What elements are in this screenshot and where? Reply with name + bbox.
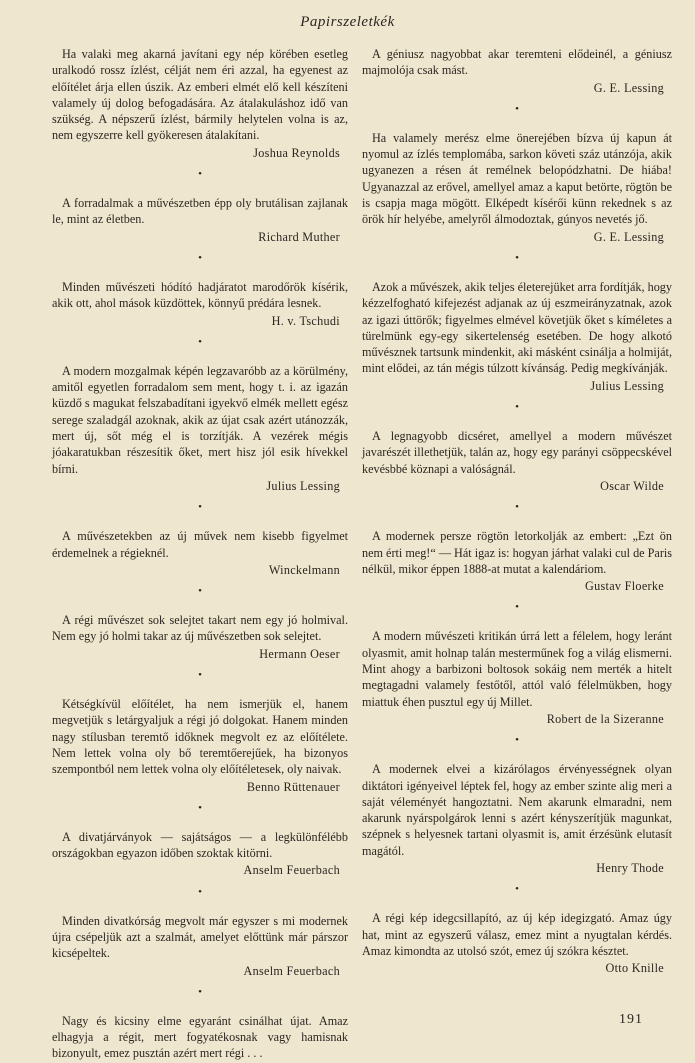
quote-author: Hermann Oeser bbox=[259, 646, 340, 661]
quote-block bbox=[362, 279, 672, 394]
separator-dot: • bbox=[515, 501, 519, 514]
quote-author: Julius Lessing bbox=[590, 378, 664, 393]
quote-block bbox=[52, 696, 348, 795]
quote-author: Anselm Feuerbach bbox=[243, 963, 340, 978]
separator-dot: • bbox=[198, 585, 202, 598]
quote-block bbox=[52, 528, 348, 578]
quote-text: Minden divatkórság megvolt már egyszer s mi modernek újra csépeljük azt a szalmát, amelyet előttünk már párszor kicsépeltek. bbox=[52, 913, 348, 961]
quote-block bbox=[52, 913, 348, 979]
quote-author: G. E. Lessing bbox=[593, 80, 664, 95]
quote-block bbox=[52, 1013, 348, 1062]
quote-author: Winckelmann bbox=[268, 562, 340, 577]
separator-dot: • bbox=[515, 401, 519, 414]
quote-text: A régi kép idegcsillapító, az új kép idegizgató. Amaz úgy hat, mint az egyszerű válasz, emez mint a nyugtalan kérdés. Amaz kimondta az utolsó szót, emez új szókra késztet. bbox=[362, 911, 672, 958]
right-column bbox=[362, 46, 672, 976]
quote-text: A modern mozgalmak képén legzavaróbb az a körülmény, amitől egyetlen forradalom sem ment, hogy t. i. az igazán küzdő s magukat felszabadítani igyekvő elmék mellett egész serege szaladgál azoknak, akik az újat csak azért utánozzák, mert új, sőt még el is torzítják. A vezérek mégis jóakaratukban részesítik őket, mert hisz jól esik hívekkel bírni. bbox=[52, 363, 348, 476]
quote-text: Ha valaki meg akarná javítani egy nép körében esetleg uralkodó rossz ízlést, célját nem éri azzal, ha egyenest az előítélet árja ellen úszik. Az emberi elmét elő kell készíteni valamely új dolog befogadására. Az átalakuláshoz idő van szükség. A népszerű ízlést, bármily helytelen volna is az, nem egyszerre kell gyökeresen átalakítani. bbox=[52, 47, 348, 143]
quote-author: Henry Thode bbox=[596, 860, 664, 875]
separator-dot: • bbox=[515, 251, 519, 264]
running-header: Papirszeletkék bbox=[300, 14, 395, 30]
separator-dot: • bbox=[515, 734, 519, 747]
quote-text: Azok a művészek, akik teljes életerejüket arra fordítják, hogy kézzelfogható kifejezést adjanak az új eszmeirányzatnak, azok az igazi úttörők; figyelmes elmével követjük őket s kíméletes a türelmünk egy-egy sikertelenség esetében. De hogy alkotó művésznek tartsunk mindenkit, aki másként csinálja a holmiját, mint elődei, az tán mégis túlzott kívánság. Pedig megkívánják. bbox=[362, 279, 672, 376]
quote-block bbox=[52, 195, 348, 245]
quote-block bbox=[362, 428, 672, 494]
separator-dot: • bbox=[198, 801, 202, 814]
quote-text: Nagy és kicsiny elme egyaránt csinálhat újat. Amaz elhagyja a régit, mert fogyatékosnak vagy hamisnak bizonyult, emez pusztán azért mert régi . . . bbox=[52, 1013, 348, 1061]
quote-text: A divatjárványok — sajátságos — a legkülönfélébb országokban egyazon időben szoktak kitörni. bbox=[52, 829, 348, 861]
quote-author: G. E. Lessing bbox=[593, 229, 664, 244]
quote-block bbox=[52, 363, 348, 494]
quote-block bbox=[52, 279, 348, 329]
quote-block bbox=[362, 130, 672, 245]
page-number: 191 bbox=[619, 1012, 643, 1027]
quote-block bbox=[52, 46, 348, 161]
quote-block bbox=[362, 761, 672, 876]
quote-block bbox=[362, 910, 672, 976]
quote-text: A legnagyobb dicséret, amellyel a modern művészet javarészét illethetjük, talán az, hogy egy parányi csöppecskével kevésbbé köznapi a valóságnál. bbox=[362, 429, 672, 476]
quote-block bbox=[362, 528, 672, 594]
separator-dot: • bbox=[515, 883, 519, 896]
quote-text: Kétségkívül előítélet, ha nem ismerjük el, hanem megvetjük s letárgyaljuk a régi jó dolgokat. Hanem minden nagy stílusban teremtő időknek megvolt ez az előítélete. Nem lettek volna oly bő teremtőerejűek, ha bizonyos szempontból nem lettek volna oly előítéletesek, oly naivak. bbox=[52, 697, 348, 777]
quote-text: Minden művészeti hódító hadjáratot marodőrök kísérik, akik ott, ahol mások küzdöttek, könnyű prédára lesnek. bbox=[52, 279, 348, 311]
separator-dot: • bbox=[198, 251, 202, 264]
separator-dot: • bbox=[198, 168, 202, 181]
quote-text: A régi művészet sok selejtet takart nem egy jó holmival. Nem egy jó holmi takar az új művészetben sok selejtet. bbox=[52, 613, 348, 644]
quote-text: A művészetekben az új művek nem kisebb figyelmet érdemelnek a régieknél. bbox=[52, 529, 348, 560]
quote-author: Gustav Floerke bbox=[584, 579, 664, 594]
separator-dot: • bbox=[198, 669, 202, 682]
quote-author: Joshua Reynolds bbox=[253, 145, 340, 160]
quote-author: Robert de la Sizeranne bbox=[546, 711, 664, 726]
quote-block bbox=[52, 612, 348, 662]
separator-dot: • bbox=[515, 102, 519, 115]
quote-block bbox=[362, 628, 672, 727]
separator-dot: • bbox=[198, 501, 202, 514]
quote-author: Otto Knille bbox=[605, 961, 664, 976]
separator-dot: • bbox=[198, 885, 202, 898]
separator-dot: • bbox=[198, 985, 202, 998]
quote-text: A forradalmak a művészetben épp oly brutálisan zajlanak le, mint az életben. bbox=[52, 196, 348, 227]
quote-text: A modern művészeti kritikán úrrá lett a félelem, hogy leránt olyasmit, amit holnap talán mesterműnek fog a világ elismerni. Mint ahogy a barbizoni boltosok sokáig nem merték a hitelt megtagadni valamely festőtől, attól való félelmükben, hogy miattuk éhen pusztul egy új Millet. bbox=[362, 629, 672, 709]
separator-dot: • bbox=[198, 335, 202, 348]
quote-text: A modernek persze rögtön letorkolják az embert: „Ezt ön nem érti meg!“ — Hát igaz is: hogyan járhat valaki cul de Paris nélkül, mikor éppen 1888-at mutat a kalendáriom. bbox=[362, 529, 673, 576]
left-column bbox=[52, 46, 348, 1062]
quote-block bbox=[362, 46, 672, 96]
quote-author: Julius Lessing bbox=[266, 478, 340, 493]
quote-author: Richard Muther bbox=[258, 229, 340, 244]
quote-text: A modernek elvei a kizárólagos érvényességnek olyan diktátori igényeivel léptek fel, hogy az ember szinte alig meri a saját véleményét hangoztatni. Nem akarunk elmaradni, nem akarunk nyárspolgárok lenni s azért kényszerítjük magunkat, szépnek s helyesnek tartani olyasmit is, amit érzésünk elutasít magától. bbox=[362, 762, 672, 858]
quote-text: A géniusz nagyobbat akar teremteni elődeinél, a géniusz majmolója csak mást. bbox=[362, 47, 672, 78]
quote-author: H. v. Tschudi bbox=[271, 313, 340, 328]
quote-text: Ha valamely merész elme önerejében bízva új kapun át nyomul az ízlés templomába, sarkon követi száz utánzója, akik ugyanezen a résen át remélnek belopódzhatni. De hiába! Ugyanazzal az erővel, amellyel amaz a kaput betörte, rögtön be is csapja maga mögött. Elképedt kísérői künn rekednek s az örök hír helyébe, amelyről álmodoztak, gúnyos nevetés jő. bbox=[362, 130, 672, 227]
quote-author: Benno Rüttenauer bbox=[246, 779, 340, 794]
quote-author: Oscar Wilde bbox=[600, 478, 664, 493]
separator-dot: • bbox=[515, 601, 519, 614]
quote-author: Anselm Feuerbach bbox=[243, 863, 340, 878]
quote-block bbox=[52, 829, 348, 879]
